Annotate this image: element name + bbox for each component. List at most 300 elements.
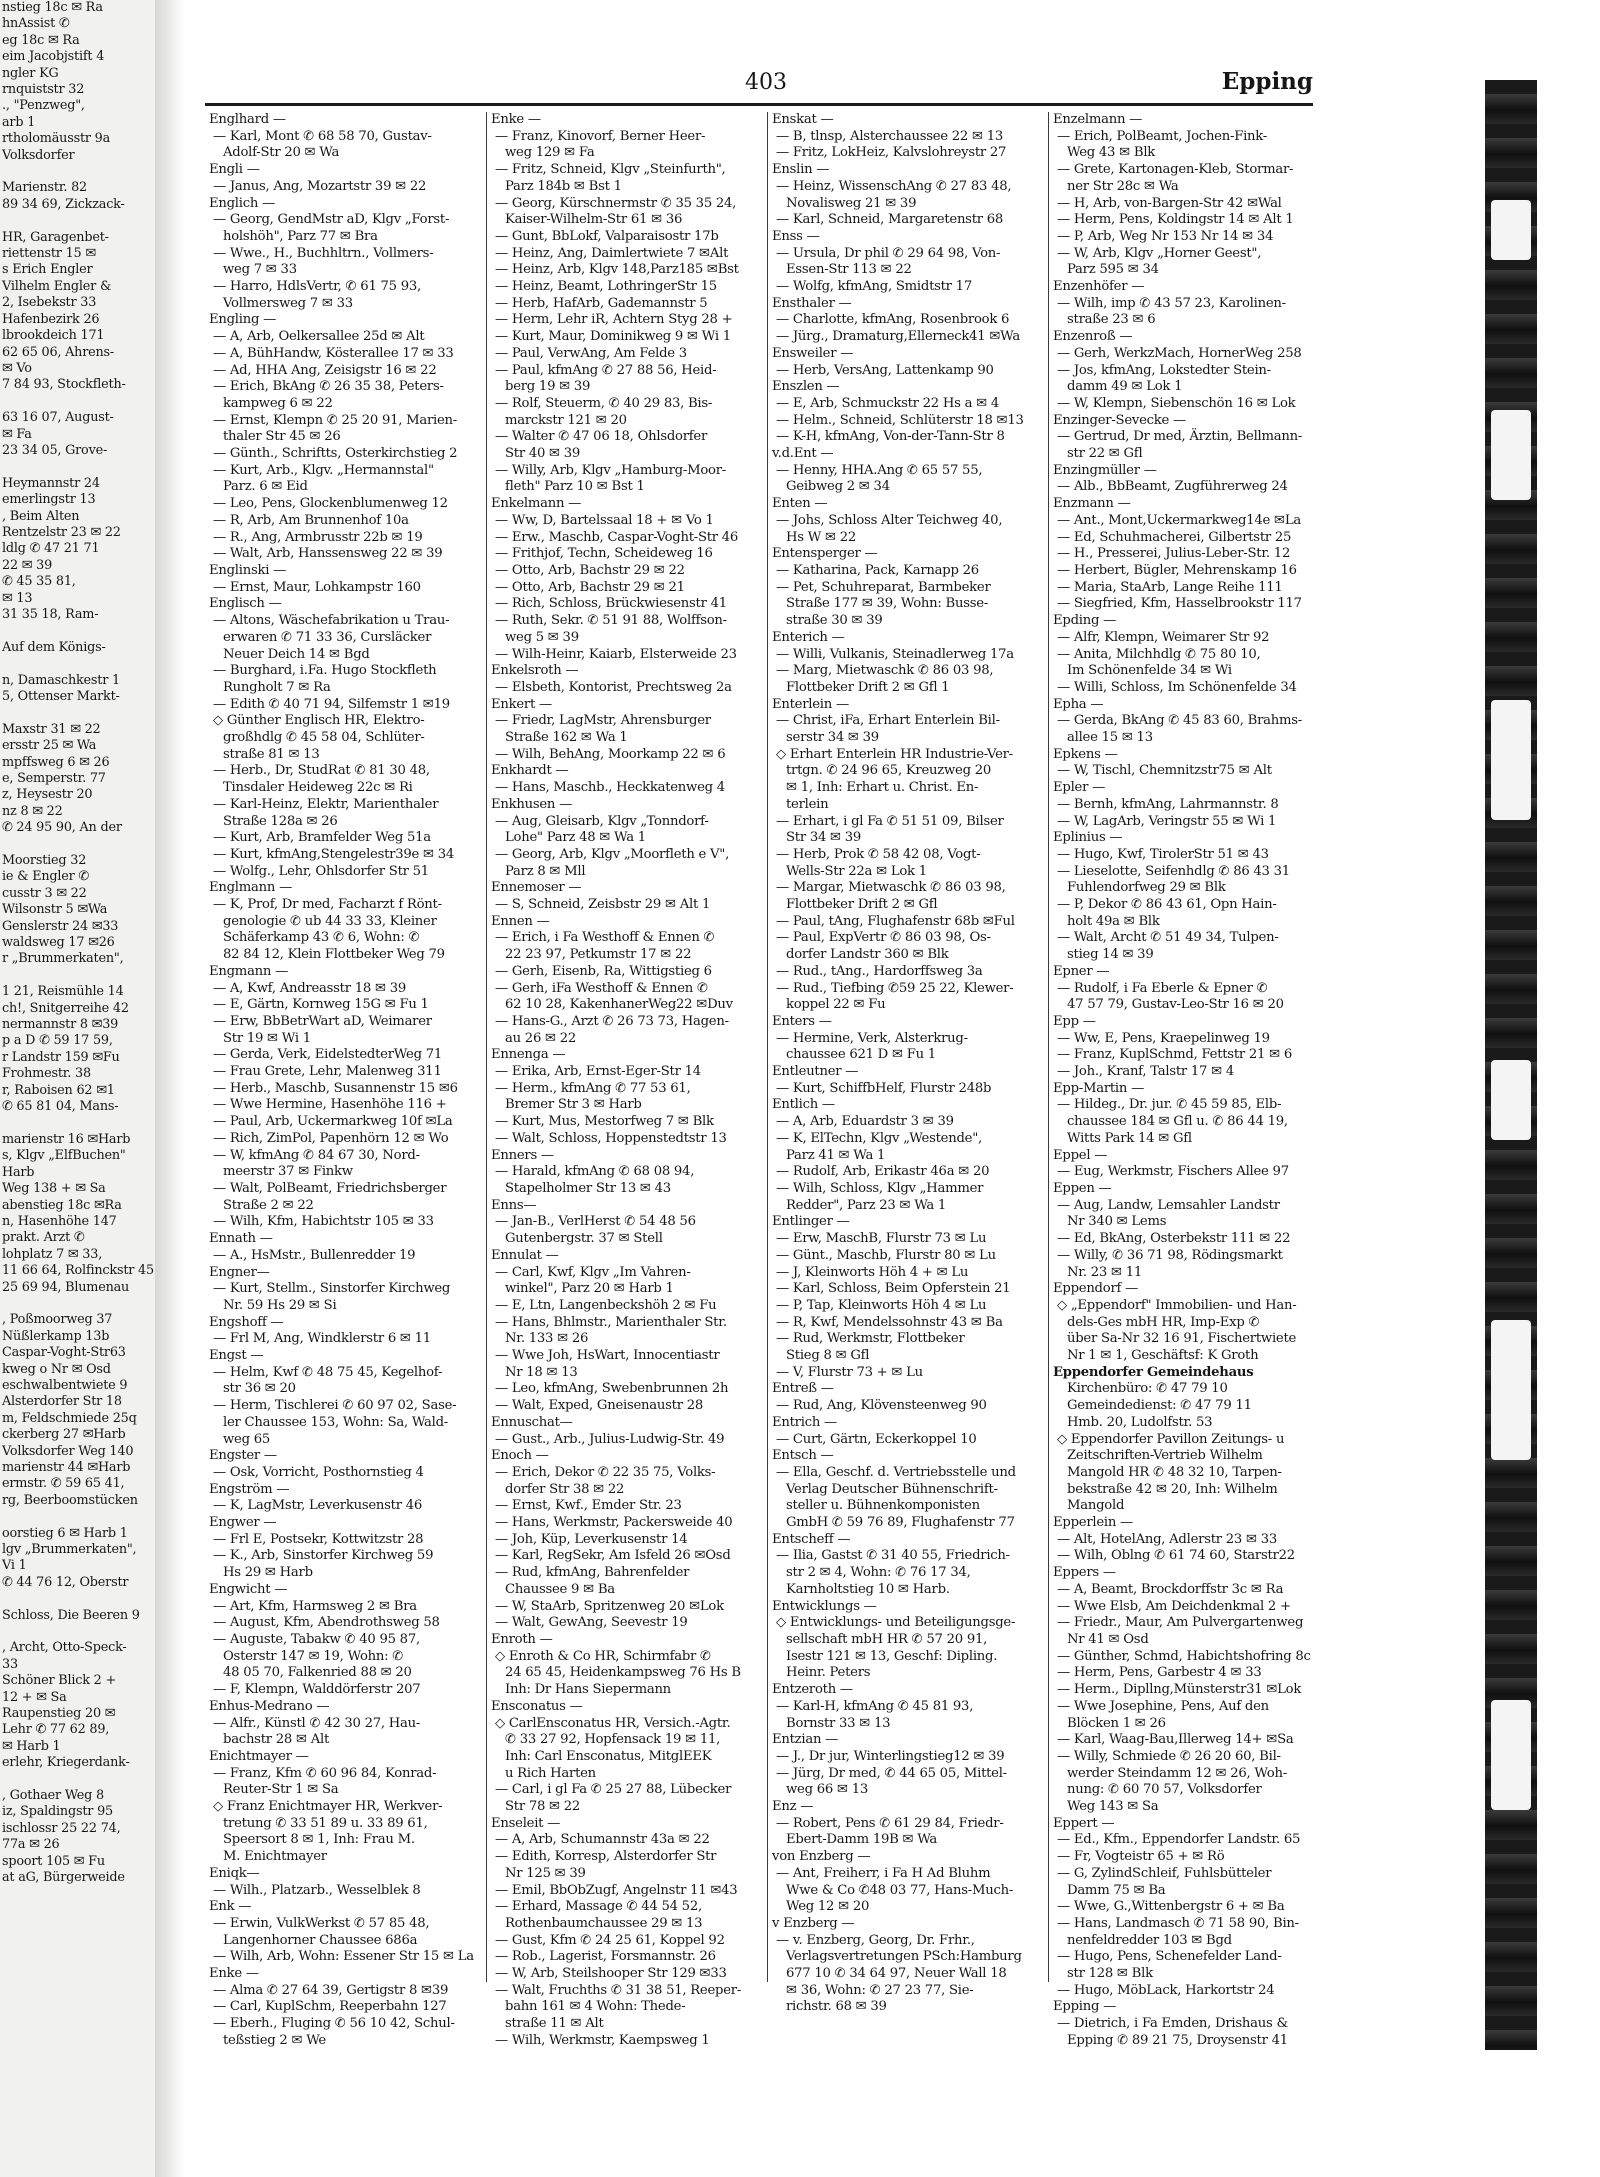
- directory-entry: — Herm., kfmAng ✆ 77 53 61,: [495, 1080, 691, 1096]
- entry-continuation: M. Enichtmayer: [223, 1849, 327, 1865]
- surname-heading: Enzenhöfer —: [1053, 279, 1145, 295]
- left-page-line: riettenstr 15 ✉: [2, 246, 96, 262]
- entry-continuation: u Rich Harten: [505, 1765, 596, 1781]
- left-page-line: m, Feldschmiede 25q: [2, 1410, 137, 1426]
- surname-heading: Ensthaler —: [772, 295, 852, 311]
- directory-entry: — Hugo, Kwf, TirolerStr 51 ✉ 43: [1057, 846, 1269, 862]
- left-page-line: n, Hasenhöhe 147: [2, 1213, 117, 1229]
- entry-continuation: Osterstr 147 ✉ 19, Wohn: ✆: [223, 1648, 404, 1664]
- entry-continuation: Nr. 133 ✉ 26: [505, 1331, 589, 1347]
- entry-continuation: berg 19 ✉ 39: [505, 379, 591, 395]
- left-page-spacer: [0, 1115, 155, 1131]
- left-page-line: 2, Isebekstr 33: [2, 295, 97, 311]
- entry-continuation: Wells-Str 22a ✉ Lok 1: [786, 863, 927, 879]
- left-page-line: Maxstr 31 ✉ 22: [2, 721, 101, 737]
- directory-entry: — Wwe Hermine, Hasenhöhe 116 +: [213, 1097, 447, 1113]
- entry-continuation: tretung ✆ 33 51 89 u. 33 89 61,: [223, 1815, 428, 1831]
- directory-entry: — Jos, kfmAng, Lokstedter Stein-: [1057, 362, 1271, 378]
- entry-continuation: serstr 34 ✉ 39: [786, 730, 879, 746]
- directory-entry: — Kurt, kfmAng,Stengelestr39e ✉ 34: [213, 846, 455, 862]
- entry-continuation: Speersort 8 ✉ 1, Inh: Frau M.: [223, 1832, 415, 1848]
- column-4: [1048, 112, 1313, 2048]
- directory-entry: — W, Arb, Klgv „Horner Geest",: [1057, 245, 1262, 261]
- entry-continuation: erwaren ✆ 71 33 36, Cursläcker: [223, 629, 432, 645]
- entry-continuation: meerstr 37 ✉ Finkw: [223, 1164, 353, 1180]
- entry-continuation: Str 78 ✉ 22: [505, 1799, 581, 1815]
- directory-entry: — Maria, StaArb, Lange Reihe 111: [1057, 579, 1283, 595]
- entry-continuation: bahn 161 ✉ 4 Wohn: Thede-: [505, 1999, 686, 2015]
- entry-continuation: Geibweg 2 ✉ 34: [786, 479, 890, 495]
- entry-continuation: Fuhlendorfweg 29 ✉ Blk: [1067, 880, 1226, 896]
- left-page-line: Schöner Blick 2 +: [2, 1673, 116, 1689]
- directory-entry: — Robert, Pens ✆ 61 29 84, Friedr-: [776, 1815, 1004, 1831]
- entry-continuation: Ebert-Damm 19B ✉ Wa: [786, 1832, 937, 1848]
- page-edge-scan-artifact: [1485, 0, 1600, 2177]
- left-page-line: Wilsonstr 5 ✉Wa: [2, 902, 108, 918]
- left-page-line: eg 18c ✉ Ra: [2, 32, 80, 48]
- left-page-line: Vilhelm Engler &: [2, 278, 112, 294]
- dark-scan-strip: [1485, 80, 1537, 2050]
- entry-continuation: au 26 ✉ 22: [505, 1030, 577, 1046]
- entry-continuation: Vollmersweg 7 ✉ 33: [223, 295, 353, 311]
- column-3: [767, 112, 1032, 2015]
- directory-entry: — Ernst, Maur, Lohkampstr 160: [213, 579, 421, 595]
- directory-entry: — Gerh, Eisenb, Ra, Wittigstieg 6: [495, 963, 712, 979]
- left-page-spacer: [0, 1509, 155, 1525]
- directory-entry: — Rolf, Steuerm, ✆ 40 29 83, Bis-: [495, 395, 713, 411]
- entry-continuation: großhdlg ✆ 45 58 04, Schlüter-: [223, 730, 425, 746]
- directory-entry: — Fritz, LokHeiz, Kalvslohreystr 27: [776, 145, 1007, 161]
- directory-entry: — Margar, Mietwaschk ✆ 86 03 98,: [776, 880, 1006, 896]
- left-page-line: arb 1: [2, 114, 36, 130]
- entry-continuation: ✆ 33 27 92, Hopfensack 19 ✉ 11,: [505, 1732, 721, 1748]
- directory-entry: — Ed, Schuhmacherei, Gilbertstr 25: [1057, 529, 1292, 545]
- left-page-line: , Beim Alten: [2, 508, 80, 524]
- entry-continuation: weg 66 ✉ 13: [786, 1782, 868, 1798]
- directory-entry: — W, StaArb, Spritzenweg 20 ✉Lok: [495, 1598, 724, 1614]
- column-1: [205, 112, 474, 2048]
- directory-entry: — Leo, Pens, Glockenblumenweg 12: [213, 496, 448, 512]
- directory-entry: — Hans, Landmasch ✆ 71 58 90, Bin-: [1057, 1915, 1299, 1931]
- directory-entry: — Ernst, Klempn ✆ 25 20 91, Marien-: [213, 412, 458, 428]
- left-page-line: 7 84 93, Stockfleth-: [2, 377, 126, 393]
- entry-continuation: straße 81 ✉ 13: [223, 746, 320, 762]
- left-page-line: 33: [2, 1656, 18, 1672]
- entry-continuation: kampweg 6 ✉ 22: [223, 395, 333, 411]
- directory-entry: — Paul, VerwAng, Am Felde 3: [495, 345, 687, 361]
- left-page-line: ckerberg 27 ✉Harb: [2, 1427, 126, 1443]
- entry-continuation: Lohe" Parz 48 ✉ Wa 1: [505, 830, 646, 846]
- directory-entry: — Bernh, kfmAng, Lahrmannstr. 8: [1057, 796, 1279, 812]
- surname-heading: Epping —: [1053, 1999, 1117, 2015]
- entry-continuation: chaussee 621 D ✉ Fu 1: [786, 1047, 936, 1063]
- entry-continuation: str 2 ✉ 4, Wohn: ✆ 76 17 34,: [786, 1565, 971, 1581]
- directory-entry: — Erhart, i gl Fa ✆ 51 51 09, Bilser: [776, 813, 1004, 829]
- strip-light-mark: [1491, 700, 1531, 820]
- entry-continuation: Chaussee 9 ✉ Ba: [505, 1581, 615, 1597]
- directory-entry: — Karl-Heinz, Elektr, Marienthaler: [213, 796, 439, 812]
- directory-entry: ◇ Franz Enichtmayer HR, Werkver-: [213, 1799, 443, 1815]
- directory-entry: — Kurt, Maur, Dominikweg 9 ✉ Wi 1: [495, 329, 731, 345]
- left-page-line: Auf dem Königs-: [2, 639, 106, 655]
- directory-entry: — A, BühHandw, Kösterallee 17 ✉ 33: [213, 345, 454, 361]
- entry-continuation: Flottbeker Drift 2 ✉ Gfl: [786, 897, 938, 913]
- entry-continuation: teßstieg 2 ✉ We: [223, 2032, 326, 2048]
- page-header: [205, 68, 1313, 102]
- left-page-spacer: [0, 459, 155, 475]
- entry-continuation: nung: ✆ 60 70 57, Volksdorfer: [1067, 1782, 1262, 1798]
- directory-entry: — Gust., Arb., Julius-Ludwig-Str. 49: [495, 1431, 725, 1447]
- directory-entry: — K, Prof, Dr med, Facharzt f Rönt-: [213, 897, 442, 913]
- entry-continuation: Nr 18 ✉ 13: [505, 1364, 578, 1380]
- directory-entry: — Friedr, LagMstr, Ahrensburger: [495, 713, 711, 729]
- directory-entry: — Frl E, Postsekr, Kottwitzstr 28: [213, 1531, 424, 1547]
- directory-entry: — Fritz, Schneid, Klgv „Steinfurth",: [495, 162, 726, 178]
- entry-continuation: Weg 43 ✉ Blk: [1067, 145, 1156, 161]
- directory-entry: — Gunt, BbLokf, Valparaisostr 17b: [495, 228, 719, 244]
- directory-entry: — Herbert, Bügler, Mehrenskamp 16: [1057, 562, 1297, 578]
- directory-entry: — Paul, ExpVertr ✆ 86 03 98, Os-: [776, 930, 991, 946]
- surname-heading: Enterich —: [772, 629, 845, 645]
- directory-entry: — Ant., Mont,Uckermarkweg14e ✉La: [1057, 512, 1301, 528]
- surname-heading: Englmann —: [209, 880, 293, 896]
- directory-entry: — Jürg, Dr med, ✆ 44 65 05, Mittel-: [776, 1765, 1007, 1781]
- directory-entry: — Günther, Schmd, Habichtshofring 8c: [1057, 1648, 1311, 1664]
- directory-entry: — Franz, KuplSchmd, Fettstr 21 ✉ 6: [1057, 1047, 1292, 1063]
- directory-entry: — Wilh, Schloss, Klgv „Hammer: [776, 1181, 984, 1196]
- surname-heading: Enseleit —: [491, 1815, 561, 1831]
- left-page-line: waldsweg 17 ✉26: [2, 935, 115, 951]
- directory-entry: — Erich, i Fa Westhoff & Ennen ✆: [495, 930, 715, 946]
- entry-continuation: Parz 184b ✉ Bst 1: [505, 178, 622, 194]
- directory-entry: — K., Arb, Sinstorfer Kirchweg 59: [213, 1548, 434, 1564]
- surname-heading: Entlinger —: [772, 1214, 850, 1230]
- left-page-line: ch!, Snitgerreihe 42: [2, 1000, 129, 1016]
- directory-entry: — Franz, Kinovorf, Berner Heer-: [495, 128, 706, 144]
- surname-heading: Ensweiler —: [772, 345, 854, 361]
- entry-continuation: straße 11 ✉ Alt: [505, 2016, 604, 2032]
- left-page-line: 89 34 69, Zickzack-: [2, 196, 125, 212]
- surname-heading: Enkert —: [491, 696, 552, 712]
- entry-continuation: Gemeindedienst: ✆ 47 79 11: [1067, 1398, 1252, 1414]
- entry-continuation: Nr 41 ✉ Osd: [1067, 1631, 1149, 1647]
- entry-continuation: bekstraße 42 ✉ 20, Inh: Wilhelm: [1067, 1481, 1278, 1497]
- surname-heading: Enk —: [209, 1899, 252, 1915]
- left-page-line: Weg 138 + ✉ Sa: [2, 1181, 106, 1197]
- directory-entry: — Harald, kfmAng ✆ 68 08 94,: [495, 1164, 695, 1180]
- entry-continuation: dels-Ges mbH HR, Imp-Exp ✆: [1067, 1314, 1260, 1330]
- entry-continuation: 47 57 79, Gustav-Leo-Str 16 ✉ 20: [1067, 997, 1284, 1013]
- directory-entry: — Christ, iFa, Erhart Enterlein Bil-: [776, 713, 1000, 729]
- directory-entry: — H., Presserei, Julius-Leber-Str. 12: [1057, 546, 1291, 562]
- directory-entry: — Aug, Gleisarb, Klgv „Tonndorf-: [495, 813, 709, 829]
- entry-continuation: Mangold: [1067, 1498, 1125, 1514]
- left-page-line: cusstr 3 ✉ 22: [2, 885, 87, 901]
- left-page-line: Raupenstieg 20 ✉: [2, 1706, 116, 1722]
- entry-continuation: Parz 8 ✉ Mll: [505, 863, 586, 879]
- surname-heading: Enoch —: [491, 1448, 549, 1464]
- left-page-line: emerlingstr 13: [2, 492, 96, 508]
- directory-entry: — W, kfmAng ✆ 84 67 30, Nord-: [213, 1147, 420, 1163]
- directory-entry: ◇ Eppendorfer Pavillon Zeitungs- u: [1057, 1431, 1285, 1447]
- directory-entry: — Willy, Schmiede ✆ 26 20 60, Bil-: [1057, 1748, 1281, 1764]
- surname-heading: Entscheff —: [772, 1531, 851, 1547]
- directory-entry: — Walt, Archt ✆ 51 49 34, Tulpen-: [1057, 930, 1279, 946]
- surname-heading: Eppel —: [1053, 1147, 1108, 1163]
- entry-continuation: Parz 41 ✉ Wa 1: [786, 1147, 886, 1163]
- entry-continuation: Nr 1 ✉ 1, Geschäftsf: K Groth: [1067, 1348, 1259, 1364]
- directory-entry: — Ruth, Sekr. ✆ 51 91 88, Wolffson-: [495, 613, 727, 629]
- directory-entry: ◇ Enroth & Co HR, Schirmfabr ✆: [495, 1648, 711, 1664]
- entry-continuation: Parz. 6 ✉ Eid: [223, 479, 308, 495]
- left-page-line: r Landstr 159 ✉Fu: [2, 1049, 120, 1065]
- directory-entry: — Walt, Schloss, Hoppenstedtstr 13: [495, 1130, 727, 1146]
- left-page-line: nermannstr 8 ✉39: [2, 1017, 119, 1033]
- directory-entry: — Fr, Vogteistr 65 + ✉ Rö: [1057, 1849, 1225, 1865]
- directory-entry: — Alfr., Künstl ✆ 42 30 27, Hau-: [213, 1715, 421, 1731]
- directory-entry: — R, Arb, Am Brunnenhof 10a: [213, 512, 409, 528]
- directory-entry: — Osk, Vorricht, Posthornstieg 4: [213, 1464, 424, 1480]
- left-page-spacer: [0, 656, 155, 672]
- left-page-line: Frohmestr. 38: [2, 1066, 91, 1082]
- surname-heading: Engst —: [209, 1348, 264, 1364]
- left-page-line: ngler KG: [2, 65, 59, 81]
- directory-entry: — Ursula, Dr phil ✆ 29 64 98, Von-: [776, 245, 1001, 261]
- entry-continuation: Essen-Str 113 ✉ 22: [786, 262, 912, 278]
- entry-continuation: marckstr 121 ✉ 20: [505, 412, 627, 428]
- directory-entry: — Carl, Kwf, Klgv „Im Vahren-: [495, 1264, 691, 1280]
- directory-entry: — Karl, Schneid, Margaretenstr 68: [776, 212, 1004, 228]
- directory-entry: — Heinz, Arb, Klgv 148,Parz185 ✉Bst: [495, 262, 739, 278]
- directory-entry: — A., HsMstr., Bullenredder 19: [213, 1247, 416, 1263]
- surname-heading: Enters —: [772, 1013, 832, 1029]
- directory-entry: — P, Tap, Kleinworts Höh 4 ✉ Lu: [776, 1297, 987, 1313]
- strip-light-mark: [1491, 1060, 1531, 1140]
- entry-continuation: GmbH ✆ 59 76 89, Flughafenstr 77: [786, 1515, 1015, 1531]
- directory-entry: — Gust, Kfm ✆ 24 25 61, Koppel 92: [495, 1932, 725, 1948]
- left-page-line: ✉ Vo: [2, 360, 32, 376]
- directory-entry: — Erhard, Massage ✆ 44 54 52,: [495, 1899, 702, 1915]
- left-page-line: Schloss, Die Beeren 9: [2, 1607, 140, 1623]
- surname-heading: Enzelmann —: [1053, 112, 1143, 127]
- entry-continuation: Langenhorner Chaussee 686a: [223, 1932, 418, 1948]
- directory-entry: — A, Arb, Schumannstr 43a ✉ 22: [495, 1832, 710, 1848]
- entry-continuation: straße 30 ✉ 39: [786, 613, 883, 629]
- entry-continuation: sellschaft mbH HR ✆ 57 20 91,: [786, 1631, 988, 1647]
- left-page-spacer: [0, 705, 155, 721]
- left-page-line: z, Heysestr 20: [2, 787, 93, 803]
- directory-entry: — W, Arb, Steilshooper Str 129 ✉33: [495, 1966, 727, 1982]
- directory-entry: — F, Klempn, Walddörferstr 207: [213, 1682, 421, 1698]
- directory-entry: — B, tlnsp, Alsterchaussee 22 ✉ 13: [776, 128, 1004, 144]
- entry-continuation: werder Steindamm 12 ✉ 26, Woh-: [1067, 1765, 1287, 1781]
- directory-entry: — Joh, Küp, Leverkusenstr 14: [495, 1531, 688, 1547]
- entry-continuation: 48 05 70, Falkenried 88 ✉ 20: [223, 1665, 412, 1681]
- entry-continuation: koppel 22 ✉ Fu: [786, 997, 886, 1013]
- directory-entry: — J, Kleinworts Höh 4 + ✉ Lu: [776, 1264, 969, 1280]
- directory-entry: — Otto, Arb, Bachstr 29 ✉ 21: [495, 579, 685, 595]
- surname-heading: Engwicht —: [209, 1581, 288, 1597]
- directory-entry: — Helm., Schneid, Schlüterstr 18 ✉13: [776, 412, 1024, 428]
- entry-continuation: 22 23 97, Petkumstr 17 ✉ 22: [505, 947, 692, 963]
- left-page-line: marienstr 44 ✉Harb: [2, 1459, 131, 1475]
- directory-entry: — Walter ✆ 47 06 18, Ohlsdorfer: [495, 429, 708, 445]
- directory-entry: — Karl, Mont ✆ 68 58 70, Gustav-: [213, 128, 432, 144]
- left-page-line: 23 34 05, Grove-: [2, 442, 108, 458]
- surname-heading: Enkhardt —: [491, 763, 569, 779]
- directory-entry: — Siegfried, Kfm, Hasselbrookstr 117: [1057, 596, 1302, 612]
- entry-continuation: ler Chaussee 153, Wohn: Sa, Wald-: [223, 1414, 448, 1430]
- directory-entry: — W, Klempn, Siebenschön 16 ✉ Lok: [1057, 395, 1296, 411]
- directory-entry: — Rich, Schloss, Brückwiesenstr 41: [495, 596, 727, 612]
- left-page-line: HR, Garagenbet-: [2, 229, 109, 245]
- directory-entry: — Gerda, BkAng ✆ 45 83 60, Brahms-: [1057, 713, 1302, 729]
- directory-entry: — Wwe Elsb, Am Deichdenkmal 2 +: [1057, 1598, 1291, 1614]
- directory-entry: — Gerh, WerkzMach, HornerWeg 258: [1057, 345, 1302, 361]
- entry-continuation: damm 49 ✉ Lok 1: [1067, 379, 1183, 395]
- surname-heading: Epkens —: [1053, 746, 1118, 762]
- directory-entry: ◇ CarlEnsconatus HR, Versich.-Agtr.: [495, 1715, 731, 1731]
- surname-heading: Entwicklungs —: [772, 1598, 877, 1614]
- directory-entry: — Elsbeth, Kontorist, Prechtsweg 2a: [495, 679, 732, 695]
- surname-heading: Engmann —: [209, 963, 289, 979]
- directory-entry: — Herm, Pens, Koldingstr 14 ✉ Alt 1: [1057, 212, 1294, 228]
- directory-entry: — Frl M, Ang, Windklerstr 6 ✉ 11: [213, 1331, 431, 1347]
- book-gutter: [155, 0, 185, 2177]
- strip-light-mark: [1491, 1700, 1531, 1810]
- entry-continuation: Novalisweg 21 ✉ 39: [786, 195, 917, 211]
- directory-entry: — Erw., Maschb, Caspar-Voght-Str 46: [495, 529, 739, 545]
- left-page-line: ., "Penzweg",: [2, 98, 85, 114]
- left-page-line: ersstr 25 ✉ Wa: [2, 738, 97, 754]
- entry-continuation: Hmb. 20, Ludolfstr. 53: [1067, 1414, 1213, 1430]
- directory-entry: — Pet, Schuhreparat, Barmbeker: [776, 579, 991, 595]
- left-page-spacer: [0, 164, 155, 180]
- left-page-line: nz 8 ✉ 22: [2, 803, 63, 819]
- directory-entry: — Franz, Kfm ✆ 60 96 84, Konrad-: [213, 1765, 437, 1781]
- left-page-line: Alsterdorfer Str 18: [2, 1394, 122, 1410]
- surname-heading: Enz —: [772, 1799, 814, 1815]
- directory-entry: — Rob., Lagerist, Forsmannstr. 26: [495, 1949, 716, 1965]
- directory-entry: — R, Kwf, Mendelssohnstr 43 ✉ Ba: [776, 1314, 1003, 1330]
- surname-heading: Enners —: [491, 1147, 554, 1163]
- entry-continuation: holt 49a ✉ Blk: [1067, 913, 1160, 929]
- left-page-line: ermstr. ✆ 59 65 41,: [2, 1476, 125, 1492]
- directory-entry: — Eug, Werkmstr, Fischers Allee 97: [1057, 1164, 1289, 1180]
- entry-continuation: ✉ 36, Wohn: ✆ 27 23 77, Sie-: [786, 1982, 974, 1998]
- directory-entry: — Friedr., Maur, Am Pulvergartenweg: [1057, 1615, 1304, 1631]
- left-page-line: abenstieg 18c ✉Ra: [2, 1197, 122, 1213]
- left-page-line: r, Raboisen 62 ✉1: [2, 1082, 115, 1098]
- left-page-line: Vi 1: [2, 1558, 27, 1574]
- left-page-line: 22 ✉ 39: [2, 557, 53, 573]
- directory-entry: — P, Arb, Weg Nr 153 Nr 14 ✉ 34: [1057, 228, 1274, 244]
- entry-continuation: holshöh", Parz 77 ✉ Bra: [223, 228, 378, 244]
- left-page-spacer: [0, 1591, 155, 1607]
- entry-continuation: Nr 340 ✉ Lems: [1067, 1214, 1167, 1230]
- directory-entry: — W, Tischl, Chemnitzstr75 ✉ Alt: [1057, 763, 1272, 779]
- directory-entry: — Carl, KuplSchm, Reeperbahn 127: [213, 1999, 447, 2015]
- directory-entry: — Rud., tAng., Hardorffsweg 3a: [776, 963, 983, 979]
- left-page-line: at aG, Bürgerweide: [2, 1870, 125, 1886]
- entry-continuation: weg 5 ✉ 39: [505, 629, 579, 645]
- entry-continuation: Flottbeker Drift 2 ✉ Gfl 1: [786, 679, 950, 695]
- entry-continuation: Kaiser-Wilhelm-Str 61 ✉ 36: [505, 212, 683, 228]
- entry-continuation: Rothenbaumchaussee 29 ✉ 13: [505, 1915, 703, 1931]
- directory-entry: — Heinz, WissenschAng ✆ 27 83 48,: [776, 178, 1012, 194]
- left-page-line: lbrookdeich 171: [2, 328, 105, 344]
- surname-heading: Englich —: [209, 195, 276, 211]
- directory-entry: — Frau Grete, Lehr, Malenweg 311: [213, 1064, 442, 1080]
- left-page-line: ie & Engler ✆: [2, 869, 89, 885]
- directory-entry: — G, ZylindSchleif, Fuhlsbütteler: [1057, 1865, 1272, 1881]
- left-page-line: s, Klgv „ElfBuchen": [2, 1148, 126, 1164]
- directory-entry: — Wilh, Werkmstr, Kaempsweg 1: [495, 2032, 710, 2048]
- surname-heading: Engström —: [209, 1481, 290, 1497]
- left-page-line: , Archt, Otto-Speck-: [2, 1640, 127, 1656]
- directory-entry: — Willy, ✆ 36 71 98, Rödingsmarkt: [1057, 1247, 1283, 1263]
- surname-heading: Enzenroß —: [1053, 329, 1133, 345]
- left-page-line: r „Brummerkaten",: [2, 951, 124, 967]
- left-page-line: p a D ✆ 59 17 59,: [2, 1033, 113, 1049]
- entry-continuation: Adolf-Str 20 ✉ Wa: [223, 145, 340, 161]
- left-page-line: Harb: [2, 1164, 35, 1180]
- left-page-spacer: [0, 968, 155, 984]
- surname-heading: Engshoff —: [209, 1314, 284, 1330]
- directory-entry: — Kurt, Mus, Mestorfweg 7 ✉ Blk: [495, 1114, 714, 1130]
- entry-continuation: über Sa-Nr 32 16 91, Fischertwiete: [1067, 1331, 1297, 1347]
- directory-entry: — Eberh., Fluging ✆ 56 10 42, Schul-: [213, 2016, 455, 2032]
- entry-continuation: Karnholtstieg 10 ✉ Harb.: [786, 1581, 950, 1597]
- directory-entry: — V, Flurstr 73 + ✉ Lu: [776, 1364, 923, 1380]
- entry-continuation: Weg 143 ✉ Sa: [1067, 1799, 1159, 1815]
- directory-entry: — Auguste, Tabakw ✆ 40 95 87,: [213, 1631, 420, 1647]
- left-page-line: rg, Beerboomstücken: [2, 1492, 138, 1508]
- surname-heading: Enzmann —: [1053, 496, 1131, 512]
- left-page-spacer: [0, 213, 155, 229]
- entry-continuation: Witts Park 14 ✉ Gfl: [1067, 1130, 1192, 1146]
- left-page-spacer: [0, 394, 155, 410]
- surname-heading: Engling —: [209, 312, 277, 328]
- directory-entry: — Otto, Arb, Bachstr 29 ✉ 22: [495, 562, 685, 578]
- surname-heading: Enterlein —: [772, 696, 849, 712]
- surname-heading: Enskat —: [772, 112, 834, 127]
- directory-entry: — Ant, Freiherr, i Fa H Ad Bluhm: [776, 1865, 991, 1881]
- directory-entry: — Rud, Ang, Klövensteenweg 90: [776, 1398, 987, 1414]
- directory-entry: — Hans, Werkmstr, Packersweide 40: [495, 1515, 733, 1531]
- left-page-line: rnquiststr 32: [2, 82, 85, 98]
- entry-continuation: Straße 2 ✉ 22: [223, 1197, 314, 1213]
- left-page-spacer: [0, 1624, 155, 1640]
- left-page-line: prakt. Arzt ✆: [2, 1230, 85, 1246]
- header-rule: [205, 103, 1313, 106]
- directory-entry: — Frithjof, Techn, Scheideweg 16: [495, 546, 713, 562]
- directory-entry: — Rud., Tiefbing ✆59 25 22, Klewer-: [776, 980, 1014, 996]
- surname-heading: Entsch —: [772, 1448, 834, 1464]
- directory-entry: — Georg, Kürschnermstr ✆ 35 35 24,: [495, 195, 737, 211]
- left-page-line: ✆ 65 81 04, Mans-: [2, 1099, 119, 1115]
- directory-entry: — Herm, Lehr iR, Achtern Styg 28 +: [495, 312, 733, 328]
- directory-entry: — A, Kwf, Andreasstr 18 ✉ 39: [213, 980, 406, 996]
- directory-entry: — Gerda, Verk, EidelstedterWeg 71: [213, 1047, 442, 1063]
- left-page-line: 77a ✉ 26: [2, 1837, 60, 1853]
- directory-entry: — Erich, Dekor ✆ 22 35 75, Volks-: [495, 1464, 716, 1480]
- surname-heading: Englisch —: [209, 596, 282, 612]
- directory-entry: — A, Beamt, Brockdorffstr 3c ✉ Ra: [1057, 1581, 1284, 1597]
- directory-entry: — Katharina, Pack, Karnapp 26: [776, 562, 979, 578]
- entry-continuation: fleth" Parz 10 ✉ Bst 1: [505, 479, 645, 495]
- surname-heading: Enten —: [772, 496, 828, 512]
